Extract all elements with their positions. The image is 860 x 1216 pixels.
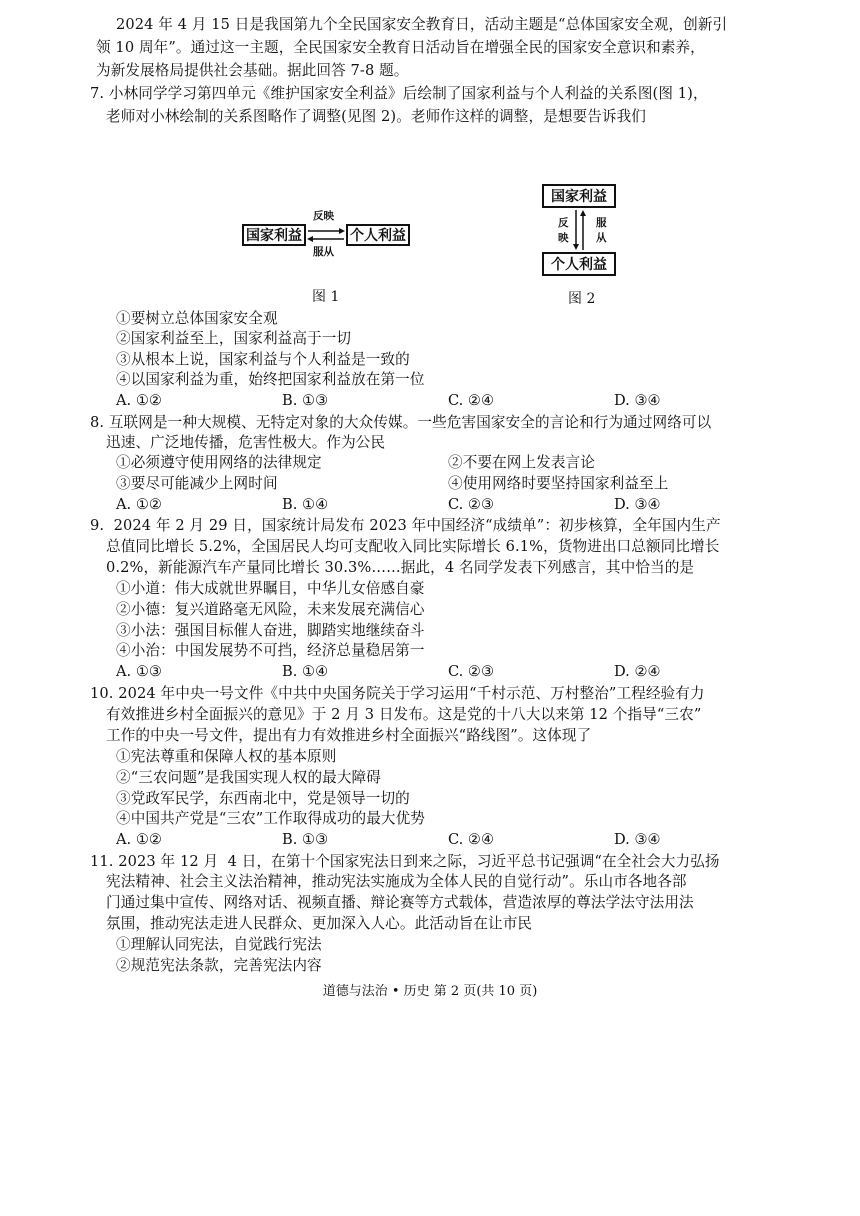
q11-choice-1: ①理解认同宪法，自觉践行宪法: [116, 936, 322, 953]
intro-line-2: 领 10 周年”。通过这一主题，全民国家安全教育日活动旨在增强全民的国家安全意识和素养，: [96, 39, 705, 56]
fig1-personal-interest-box: 个人利益: [346, 224, 410, 246]
q9-option-a: A. ①③: [116, 663, 162, 680]
q8-option-c: C. ②③: [448, 496, 495, 513]
fig2-caption: 图 2: [568, 291, 596, 307]
q8-stem-2: 迅速、广泛地传播，危害性极大。作为公民: [106, 434, 386, 451]
q10-choice-2: ②“三农问题”是我国实现人权的最大障碍: [116, 769, 381, 786]
q11-stem-4: 氛围，推动宪法走进人民群众、更加深入人心。此活动旨在让市民: [106, 915, 533, 932]
fig2-reflect-label-1: 反: [558, 217, 569, 229]
q9-stem-1: 9. 2024 年 2 月 29 日，国家统计局发布 2023 年中国经济“成绩单”：初步核算，全年国内生产: [90, 517, 721, 534]
q10-stem-2: 有效推进乡村全面振兴的意见》于 2 月 3 日发布。这是党的十八大以来第 12 个指导“三农”: [106, 706, 702, 723]
fig1-caption: 图 1: [312, 289, 340, 305]
q7-option-b: B. ①③: [282, 392, 329, 409]
q8-stem-1: 8. 互联网是一种大规模、无特定对象的大众传媒。一些危害国家安全的言论和行为通过网络可以: [90, 414, 712, 431]
q10-option-d: D. ③④: [614, 831, 661, 848]
fig1-national-interest-box: 国家利益: [242, 224, 306, 246]
fig1-obey-label: 服从: [313, 246, 334, 258]
q11-stem-2: 宪法精神、社会主义法治精神，推动宪法实施成为全体人民的自觉行动”。乐山市各地各部: [106, 873, 687, 890]
fig1-arrows: [306, 226, 346, 244]
intro-line-1: 2024 年 4 月 15 日是我国第九个全民国家安全教育日，活动主题是“总体国家安全观，创新引: [116, 16, 728, 33]
q9-choice-3: ③小法：强国目标催人奋进，脚踏实地继续奋斗: [116, 622, 425, 639]
q9-stem-3: 0.2%，新能源汽车产量同比增长 30.3%……据此，4 名同学发表下列感言，其中恰当的是: [106, 559, 695, 576]
q7-stem-1: 7. 小林同学学习第四单元《维护国家安全利益》后绘制了国家利益与个人利益的关系图(图 1)，: [90, 85, 708, 102]
page-footer: 道德与法治 • 历史 第 2 页(共 10 页): [322, 984, 538, 999]
q7-option-d: D. ③④: [614, 392, 661, 409]
q7-choice-3: ③从根本上说，国家利益与个人利益是一致的: [116, 351, 410, 368]
q7-stem-2: 老师对小林绘制的关系图略作了调整(见图 2)。老师作这样的调整，是想要告诉我们: [106, 108, 646, 125]
q7-choice-4: ④以国家利益为重，始终把国家利益放在第一位: [116, 371, 425, 388]
q10-stem-3: 工作的中央一号文件，提出有力有效推进乡村全面振兴“路线图”。这体现了: [106, 727, 592, 744]
q8-option-b: B. ①④: [282, 496, 329, 513]
q8-option-a: A. ①②: [116, 496, 162, 513]
q10-choice-4: ④中国共产党是“三农”工作取得成功的最大优势: [116, 810, 425, 827]
q9-choice-2: ②小德：复兴道路毫无风险，未来发展充满信心: [116, 601, 425, 618]
q10-stem-1: 10. 2024 年中央一号文件《中共中央国务院关于学习运用“千村示范、万村整治”工程经验有力: [90, 685, 705, 702]
q9-choice-1: ①小道：伟大成就世界瞩目，中华儿女倍感自豪: [116, 580, 425, 597]
q10-choice-1: ①宪法尊重和保障人权的基本原则: [116, 748, 337, 765]
q7-option-c: C. ②④: [448, 392, 495, 409]
fig2-national-interest-box: 国家利益: [542, 184, 616, 208]
q10-option-c: C. ②④: [448, 831, 495, 848]
intro-line-3: 为新发展格局提供社会基础。据此回答 7-8 题。: [96, 62, 409, 79]
q9-stem-2: 总值同比增长 5.2%，全国居民人均可支配收入同比实际增长 6.1%，货物进出口总额同比增长: [106, 538, 720, 555]
fig1-reflect-label: 反映: [313, 210, 334, 222]
q8-choice-3: ③要尽可能减少上网时间: [116, 475, 278, 492]
q11-stem-3: 门通过集中宣传、网络对话、视频直播、辩论赛等方式载体，营造浓厚的尊法学法守法用法: [106, 894, 694, 911]
q8-option-d: D. ③④: [614, 496, 661, 513]
q11-stem-1: 11. 2023 年 12 月 4 日，在第十个国家宪法日到来之际，习近平总书记强调“在全社会大力弘扬: [90, 853, 720, 870]
q7-choice-1: ①要树立总体国家安全观: [116, 310, 278, 327]
q10-choice-3: ③党政军民学，东西南北中，党是领导一切的: [116, 790, 410, 807]
fig2-reflect-label-2: 映: [558, 232, 569, 244]
fig2-personal-interest-box: 个人利益: [542, 252, 616, 276]
q8-choice-4: ④使用网络时要坚持国家利益至上: [448, 475, 669, 492]
q9-option-c: C. ②③: [448, 663, 495, 680]
q10-option-a: A. ①②: [116, 831, 162, 848]
q9-option-b: B. ①④: [282, 663, 329, 680]
q9-choice-4: ④小治：中国发展势不可挡，经济总量稳居第一: [116, 642, 425, 659]
q7-choice-2: ②国家利益至上，国家利益高于一切: [116, 330, 352, 347]
q8-choice-2: ②不要在网上发表言论: [448, 454, 595, 471]
q7-option-a: A. ①②: [116, 392, 162, 409]
q10-option-b: B. ①③: [282, 831, 329, 848]
fig2-obey-label-2: 从: [596, 232, 607, 244]
q11-choice-2: ②规范宪法条款，完善宪法内容: [116, 957, 322, 974]
q8-choice-1: ①必须遵守使用网络的法律规定: [116, 454, 322, 471]
fig2-arrows: [572, 208, 588, 252]
q9-option-d: D. ②④: [614, 663, 661, 680]
fig2-obey-label-1: 服: [596, 217, 607, 229]
